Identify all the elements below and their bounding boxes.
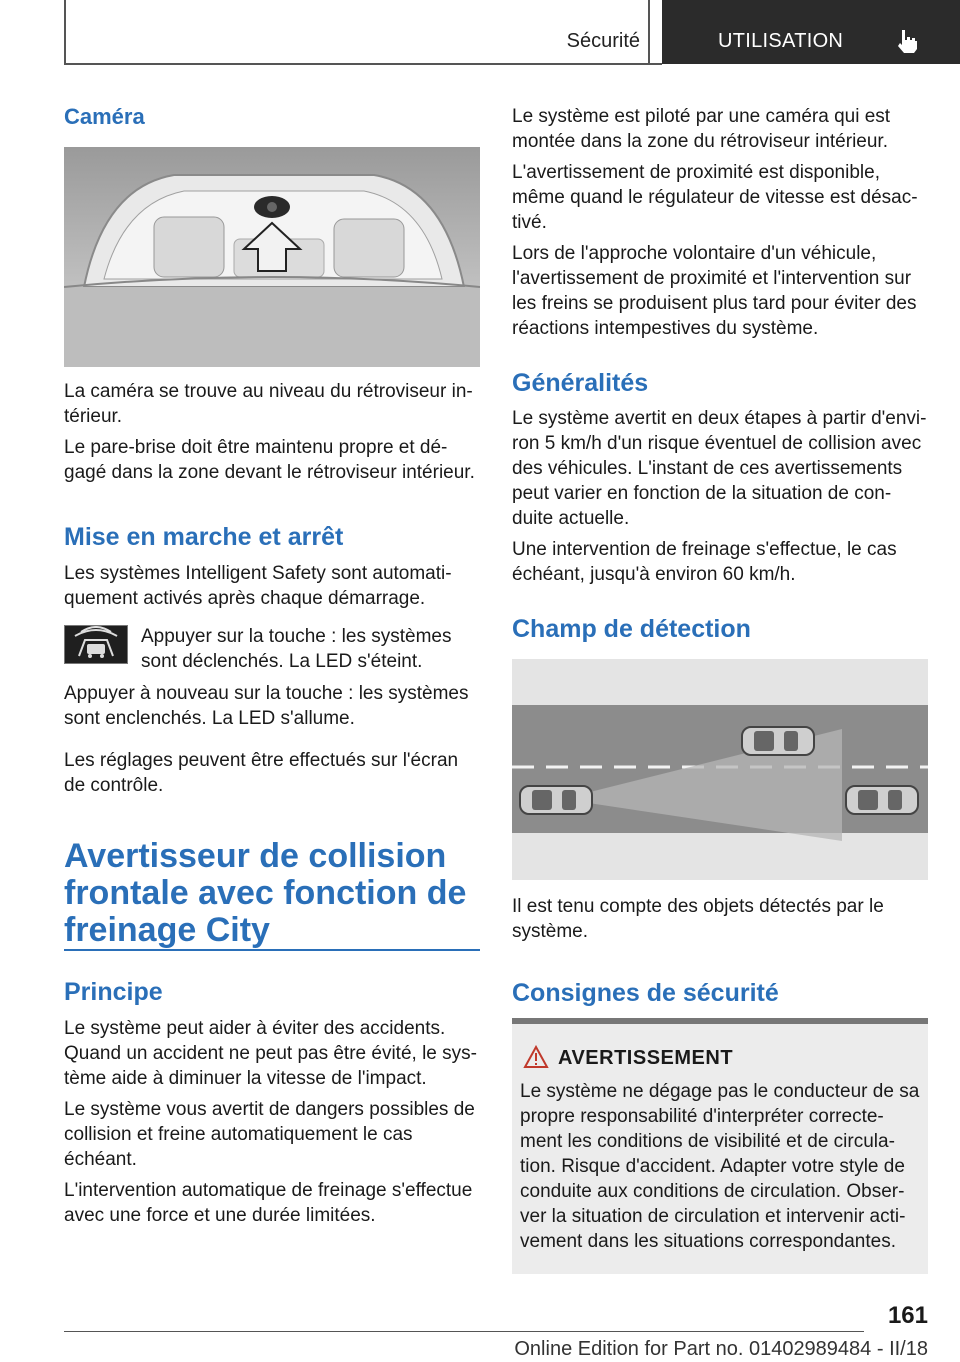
- header-section[interactable]: Sécurité: [566, 30, 640, 52]
- camera-text: [64, 379, 480, 491]
- general-paragraph: Une intervention de freinage s'effectue, le cas échéant, jusqu'à environ 60 km/h.: [512, 539, 897, 585]
- page-number: 161: [887, 1302, 928, 1329]
- car-ego: [520, 786, 592, 814]
- camera-figure: [64, 147, 480, 367]
- car-ahead-same-lane: [846, 786, 918, 814]
- main-heading: Avertisseur de collision frontale avec fonction de freinage City: [64, 837, 467, 949]
- general-text: [512, 406, 928, 593]
- intro-paragraph: Lors de l'approche volontaire d'un véhicule, l'avertissement de proximité et l'intervention sur les freins se produisent plus tard pour éviter des réactions intempestives du système.: [512, 243, 917, 339]
- intro-text: [512, 104, 928, 347]
- warning-label: AVERTISSEMENT: [558, 1047, 734, 1069]
- camera-paragraph: Le pare-brise doit être maintenu propre et dé‐ gagé dans la zone devant le rétroviseur intérieur.: [64, 437, 475, 483]
- header-left-rule: [64, 0, 66, 64]
- safety-button-image: [64, 625, 128, 664]
- camera-paragraph: La caméra se trouve au niveau du rétroviseur in‐ térieur.: [64, 381, 473, 427]
- onoff-paragraph: Les systèmes Intelligent Safety sont automati‐ quement activés après chaque démarrage.: [64, 563, 452, 609]
- camera-illustration: [64, 147, 480, 367]
- safety-heading: Consignes de sécurité: [512, 979, 779, 1007]
- detection-paragraph: Il est tenu compte des objets détectés par le système.: [512, 896, 884, 942]
- warning-triangle-icon: [523, 1045, 549, 1069]
- onoff-paragraph: Les réglages peuvent être effectués sur l'écran de contrôle.: [64, 750, 459, 796]
- camera-heading: Caméra: [64, 104, 145, 129]
- principle-paragraph: Le système peut aider à éviter des accidents. Quand un accident ne peut pas être évité, le sys‐ tème aide à diminuer la vitesse de l'impact.: [64, 1018, 477, 1089]
- detection-figure: [512, 659, 928, 880]
- footer-edition: Online Edition for Part no. 01402989484 - II/18: [514, 1338, 928, 1360]
- footer-rule: [64, 1331, 864, 1332]
- intro-paragraph: Le système est piloté par une caméra qui est montée dans la zone du rétroviseur intérieur.: [512, 106, 891, 152]
- hand-pointer-icon: [893, 27, 921, 55]
- principle-paragraph: L'intervention automatique de freinage s'effectue avec une force et une durée limitées.: [64, 1180, 473, 1226]
- principle-heading: Principe: [64, 978, 163, 1006]
- onoff-button-text: Appuyer sur la touche : les systèmes sont déclenchés. La LED s'éteint.: [141, 626, 452, 672]
- header-chapter[interactable]: UTILISATION: [718, 30, 844, 52]
- car-ahead-left-lane: [742, 727, 814, 755]
- detection-heading: Champ de détection: [512, 615, 751, 643]
- onoff-heading: Mise en marche et arrêt: [64, 523, 344, 551]
- detection-illustration: [512, 659, 928, 880]
- intro-paragraph: L'avertissement de proximité est disponible, même quand le régulateur de vitesse est désac‐ tivé.: [512, 162, 918, 233]
- principle-text: [64, 1016, 480, 1234]
- car-warning-icon: [65, 626, 127, 663]
- general-heading: Généralités: [512, 369, 649, 397]
- general-paragraph: Le système avertit en deux étapes à partir d'envi‐ ron 5 km/h d'un risque éventuel de collision avec des véhicules. L'instant de ces avertissements peut varier en fonction de la situation de con‐ duite actuelle.: [512, 408, 927, 529]
- main-heading-rule: [64, 949, 480, 951]
- onoff-paragraph: Appuyer à nouveau sur la touche : les systèmes sont enclenchés. La LED s'allume.: [64, 683, 469, 729]
- header-bottom-rule: [64, 63, 662, 65]
- header-mid-rule: [648, 0, 650, 64]
- principle-paragraph: Le système vous avertit de dangers possibles de collision et freine automatiquement le cas échéant.: [64, 1099, 475, 1170]
- warning-text: Le système ne dégage pas le conducteur de sa propre responsabilité d'interpréter correcte‐ ment les conditions de visibilité et de circula‐ tion. Risque d'accident. Adapter votre style de conduite aux conditions de circulation. Obser‐ ver la situation de circulation et intervenir acti‐ vement dans les situations correspondantes.: [520, 1081, 920, 1252]
